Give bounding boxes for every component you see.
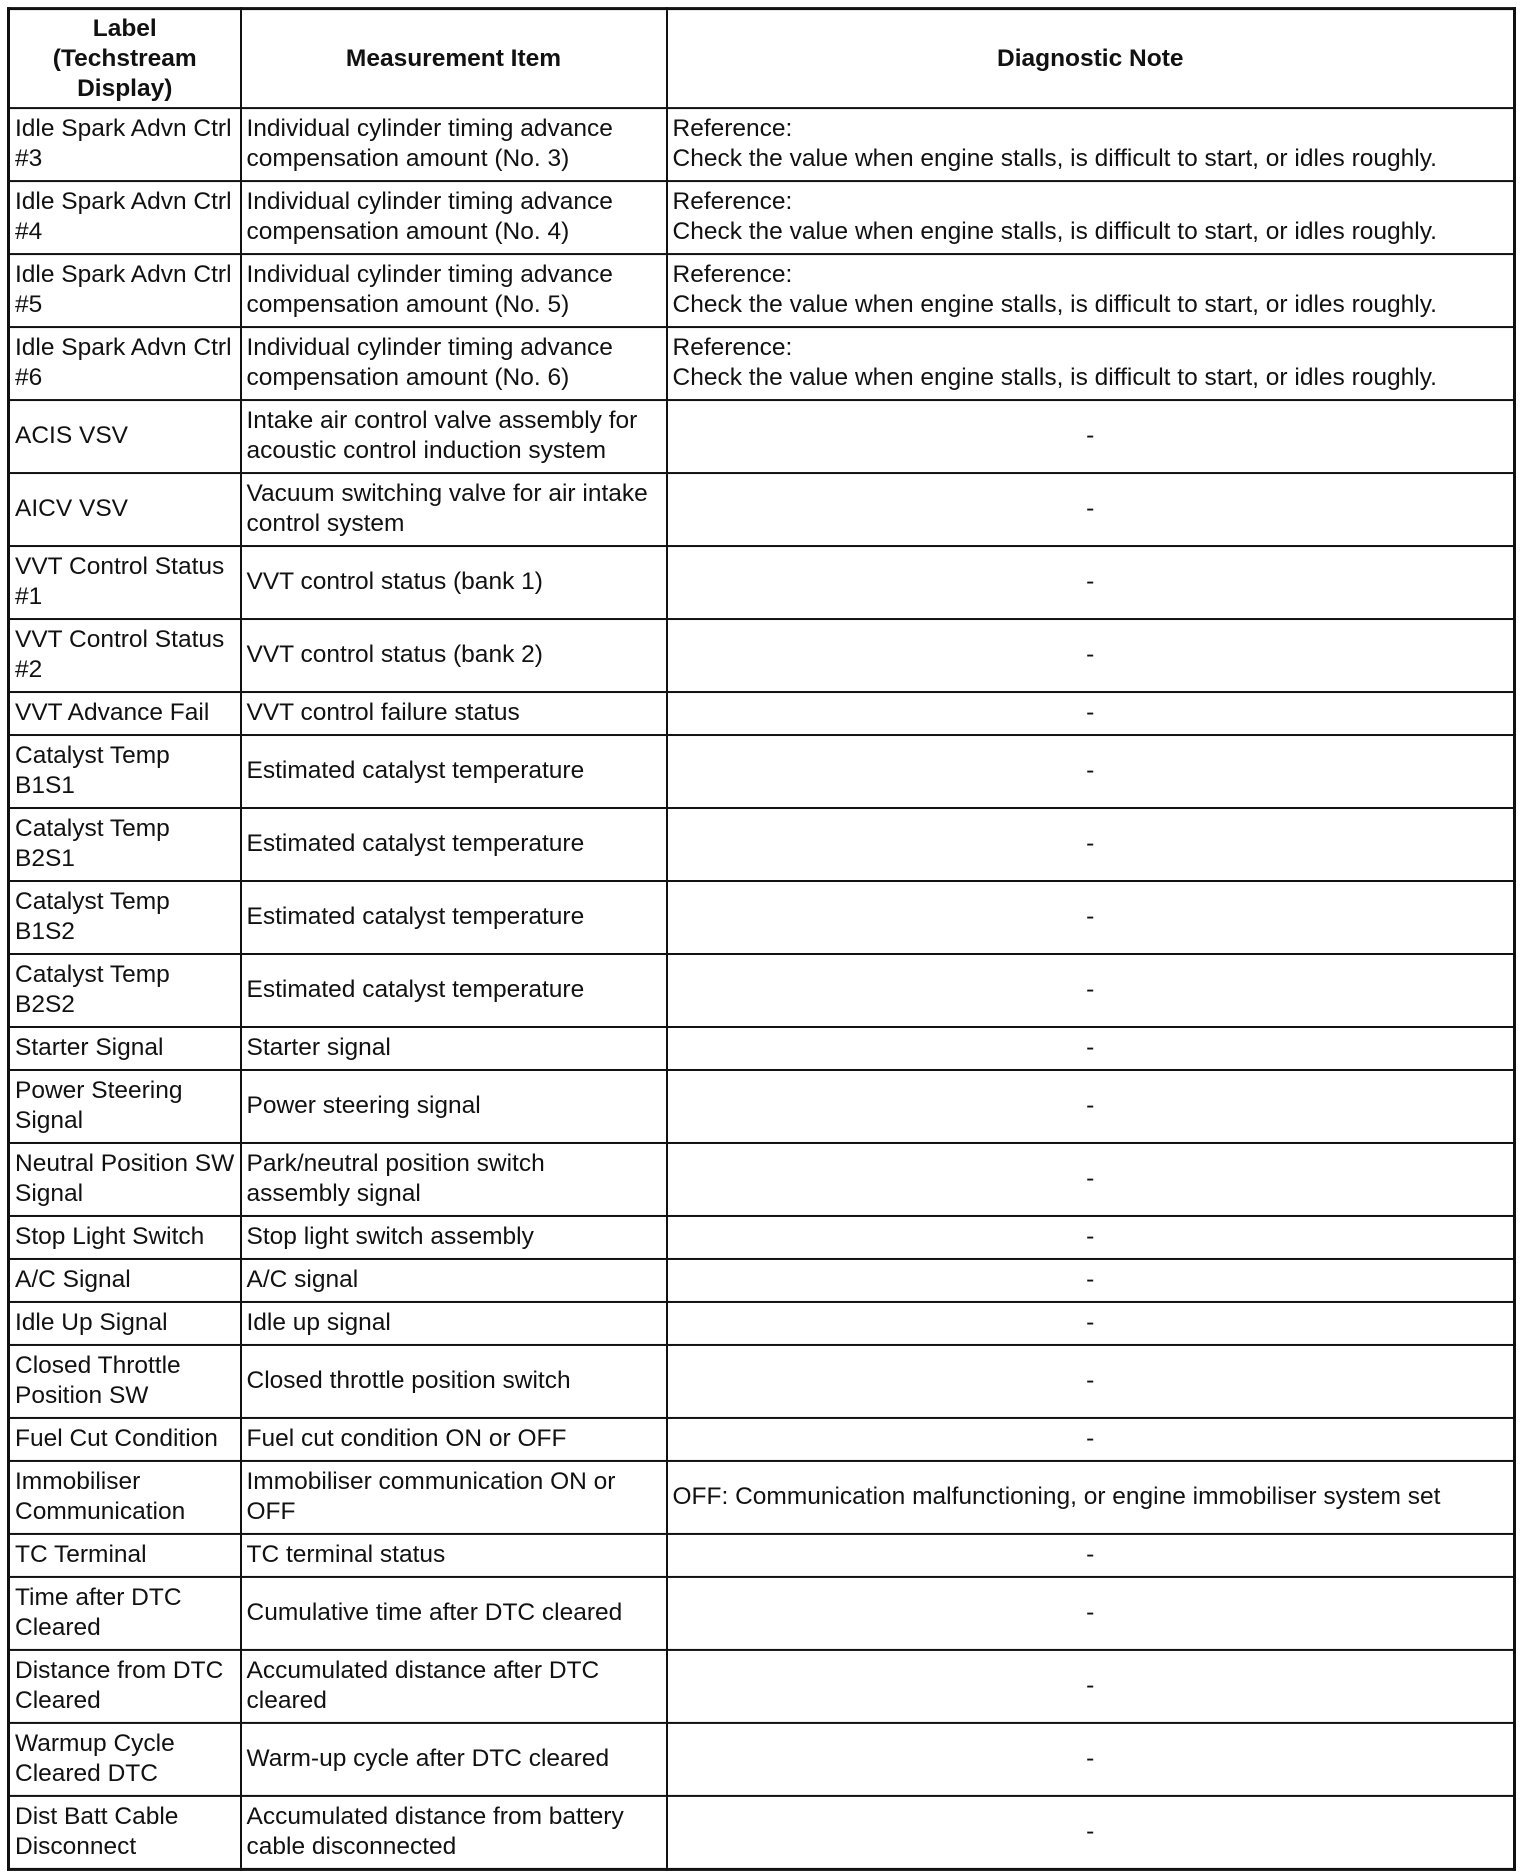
label-cell-line: VVT Control Status xyxy=(15,626,225,654)
label-cell-line: B2S1 xyxy=(15,845,75,873)
diagnostic-note-cell-line: - xyxy=(1086,757,1095,785)
measurement-item-cell-line: VVT control status (bank 2) xyxy=(246,641,543,669)
measurement-item-cell-line: VVT control status (bank 1) xyxy=(246,568,543,596)
measurement-item-cell xyxy=(241,1577,667,1650)
label-cell-line: #4 xyxy=(15,218,43,246)
measurement-item-cell-line: acoustic control induction system xyxy=(246,437,606,465)
diagnostic-note-cell-line: - xyxy=(1086,903,1095,931)
diagnostic-note-cell xyxy=(667,1796,1515,1869)
diagnostic-note-cell xyxy=(667,1534,1515,1577)
label-cell-line: #3 xyxy=(15,145,43,173)
measurement-item-cell-line: A/C signal xyxy=(246,1265,359,1293)
label-cell-line: Idle Spark Advn Ctrl xyxy=(15,188,232,216)
label-cell-line: B1S2 xyxy=(15,918,75,945)
measurement-item-cell xyxy=(241,1461,667,1534)
label-cell xyxy=(9,1345,241,1418)
label-cell-line: Stop Light Switch xyxy=(15,1222,205,1250)
measurement-item-cell-line: OFF xyxy=(246,1497,296,1525)
diagnostic-note-cell-line: - xyxy=(1086,422,1095,450)
table-row xyxy=(9,400,1515,473)
label-cell-line: Catalyst Temp xyxy=(15,815,170,843)
measurement-item-cell-line: Cumulative time after DTC cleared xyxy=(246,1598,623,1626)
diagnostic-note-cell xyxy=(667,1027,1515,1070)
table-row xyxy=(9,808,1515,881)
header-label xyxy=(9,9,241,108)
label-cell-line: B2S2 xyxy=(15,990,75,1018)
measurement-item-cell xyxy=(241,1796,667,1869)
measurement-item-cell-line: assembly signal xyxy=(246,1179,421,1207)
label-cell xyxy=(9,735,241,808)
table-row xyxy=(9,1650,1515,1723)
table-row xyxy=(9,254,1515,327)
diagnostic-note-cell-line: - xyxy=(1086,1308,1095,1336)
label-cell xyxy=(9,692,241,735)
label-cell-line: Cleared xyxy=(15,1686,101,1714)
measurement-item-cell-line: Immobiliser communication ON or xyxy=(246,1467,616,1495)
label-cell-line: Catalyst Temp xyxy=(15,742,170,770)
label-cell xyxy=(9,1302,241,1345)
table-row xyxy=(9,1216,1515,1259)
diagnostic-note-cell-line: Reference: xyxy=(672,188,793,216)
measurement-item-cell xyxy=(241,546,667,619)
table-row xyxy=(9,954,1515,1027)
measurement-item-cell xyxy=(241,692,667,735)
diagnostic-note-cell xyxy=(667,1723,1515,1796)
label-cell-line: Disconnect xyxy=(15,1832,137,1860)
diagnostic-note-cell xyxy=(667,1461,1515,1534)
label-cell xyxy=(9,327,241,400)
label-cell-line: Catalyst Temp xyxy=(15,960,170,988)
measurement-item-cell-line: control system xyxy=(246,510,405,538)
label-cell-line: Cleared DTC xyxy=(15,1759,158,1787)
diagnostic-note-cell-line: - xyxy=(1086,1424,1095,1452)
table-row xyxy=(9,1143,1515,1216)
measurement-item-cell xyxy=(241,1027,667,1070)
measurement-item-cell-line: Estimated catalyst temperature xyxy=(246,903,585,931)
label-cell-line: AICV VSV xyxy=(15,495,129,523)
label-cell-line: VVT Advance Fail xyxy=(15,699,210,727)
label-cell-line: TC Terminal xyxy=(15,1540,147,1568)
diagnostic-note-cell-line: - xyxy=(1086,1540,1095,1568)
label-cell-line: ACIS VSV xyxy=(15,422,129,450)
label-cell xyxy=(9,400,241,473)
table-row xyxy=(9,1577,1515,1650)
measurement-item-cell xyxy=(241,254,667,327)
header-label-line: Label xyxy=(92,14,157,42)
table-row xyxy=(9,692,1515,735)
label-cell-line: #5 xyxy=(15,291,43,319)
diagnostic-note-cell xyxy=(667,1143,1515,1216)
label-cell xyxy=(9,1723,241,1796)
measurement-item-cell-line: Closed throttle position switch xyxy=(246,1366,571,1394)
measurement-item-cell xyxy=(241,1345,667,1418)
table-row xyxy=(9,619,1515,692)
header-label-line: (Techstream xyxy=(52,44,197,72)
measurement-item-cell-line: compensation amount (No. 6) xyxy=(246,364,570,392)
diagnostic-note-cell xyxy=(667,181,1515,254)
measurement-item-cell-line: Estimated catalyst temperature xyxy=(246,975,585,1003)
label-cell xyxy=(9,473,241,546)
table-row xyxy=(9,1259,1515,1302)
table-row xyxy=(9,1345,1515,1418)
diagnostic-note-cell-line: Check the value when engine stalls, is difficult to start, or idles roughly. xyxy=(672,364,1437,392)
table-row xyxy=(9,1302,1515,1345)
label-cell-line: B1S1 xyxy=(15,772,75,800)
label-cell-line: Power Steering xyxy=(15,1076,183,1104)
label-cell-line: Catalyst Temp xyxy=(15,888,170,916)
label-cell-line: Idle Up Signal xyxy=(15,1308,168,1336)
table-row xyxy=(9,181,1515,254)
measurement-item-cell-line: Stop light switch assembly xyxy=(246,1222,534,1250)
label-cell-line: Idle Spark Advn Ctrl xyxy=(15,261,232,289)
diagnostic-note-cell-line: - xyxy=(1086,1366,1095,1394)
measurement-item-cell xyxy=(241,1723,667,1796)
label-cell-line: Closed Throttle xyxy=(15,1351,181,1379)
diagnostic-note-cell xyxy=(667,692,1515,735)
diagnostic-note-cell-line: Check the value when engine stalls, is difficult to start, or idles roughly. xyxy=(672,218,1437,246)
diagnostic-note-cell-line: - xyxy=(1086,1744,1095,1772)
label-cell-line: #2 xyxy=(15,656,43,684)
table-row xyxy=(9,1027,1515,1070)
diagnostic-note-cell xyxy=(667,473,1515,546)
label-cell-line: Idle Spark Advn Ctrl xyxy=(15,334,232,362)
diagnostic-note-cell xyxy=(667,1418,1515,1461)
diagnostic-note-cell-line: - xyxy=(1086,1817,1095,1845)
diagnostic-note-cell xyxy=(667,808,1515,881)
diagnostic-note-cell-line: - xyxy=(1086,641,1095,669)
label-cell xyxy=(9,1216,241,1259)
measurement-item-cell-line: Accumulated distance from battery xyxy=(246,1802,624,1830)
diagnostic-note-cell xyxy=(667,327,1515,400)
data-list-table xyxy=(7,7,1516,1871)
label-cell-line: Cleared xyxy=(15,1613,101,1641)
measurement-item-cell xyxy=(241,619,667,692)
label-cell-line: Signal xyxy=(15,1106,84,1134)
label-cell-line: Immobiliser xyxy=(15,1467,141,1495)
measurement-item-cell-line: Power steering signal xyxy=(246,1091,481,1119)
label-cell xyxy=(9,619,241,692)
measurement-item-cell xyxy=(241,473,667,546)
diagnostic-note-cell-line: - xyxy=(1086,1091,1095,1119)
label-cell xyxy=(9,1143,241,1216)
measurement-item-cell xyxy=(241,1650,667,1723)
label-cell-line: #6 xyxy=(15,364,43,392)
measurement-item-cell-line: Warm-up cycle after DTC cleared xyxy=(246,1744,610,1772)
diagnostic-note-cell-line: - xyxy=(1086,568,1095,596)
table-row xyxy=(9,735,1515,808)
diagnostic-note-cell-line: OFF: Communication malfunctioning, or engine immobiliser system set xyxy=(672,1482,1441,1510)
diagnostic-note-cell-line: Reference: xyxy=(672,261,793,289)
diagnostic-note-cell xyxy=(667,954,1515,1027)
table-row xyxy=(9,881,1515,954)
table-row xyxy=(9,473,1515,546)
label-cell xyxy=(9,1650,241,1723)
diagnostic-note-cell-line: Check the value when engine stalls, is difficult to start, or idles roughly. xyxy=(672,291,1437,319)
diagnostic-note-cell xyxy=(667,1577,1515,1650)
diagnostic-note-cell xyxy=(667,619,1515,692)
label-cell xyxy=(9,1070,241,1143)
label-cell xyxy=(9,881,241,954)
label-cell-line: Dist Batt Cable xyxy=(15,1802,179,1830)
measurement-item-cell xyxy=(241,1216,667,1259)
header-measurement-item: Measurement Item xyxy=(241,9,667,108)
diagnostic-note-cell xyxy=(667,735,1515,808)
label-cell-line: A/C Signal xyxy=(15,1265,131,1293)
measurement-item-cell xyxy=(241,1259,667,1302)
diagnostic-note-cell-line: - xyxy=(1086,1033,1095,1061)
diagnostic-note-cell-line: Check the value when engine stalls, is difficult to start, or idles roughly. xyxy=(672,145,1437,173)
table-row xyxy=(9,327,1515,400)
measurement-item-cell xyxy=(241,735,667,808)
label-cell-line: VVT Control Status xyxy=(15,553,225,581)
measurement-item-cell-line: compensation amount (No. 5) xyxy=(246,291,570,319)
measurement-item-cell xyxy=(241,808,667,881)
measurement-item-cell-line: VVT control failure status xyxy=(246,699,520,727)
label-cell xyxy=(9,808,241,881)
diagnostic-note-cell xyxy=(667,881,1515,954)
label-cell-line: #1 xyxy=(15,583,43,611)
diagnostic-note-cell-line: - xyxy=(1086,1222,1095,1250)
measurement-item-cell xyxy=(241,327,667,400)
diagnostic-note-cell xyxy=(667,546,1515,619)
label-cell xyxy=(9,1534,241,1577)
label-cell xyxy=(9,1259,241,1302)
measurement-item-cell-line: Park/neutral position switch xyxy=(246,1149,545,1177)
label-cell xyxy=(9,1418,241,1461)
diagnostic-note-cell-line: - xyxy=(1086,1598,1095,1626)
table-row xyxy=(9,1796,1515,1869)
measurement-item-cell-line: compensation amount (No. 4) xyxy=(246,218,570,246)
diagnostic-note-cell-line: - xyxy=(1086,975,1095,1003)
label-cell-line: Time after DTC xyxy=(15,1583,182,1611)
label-cell-line: Communication xyxy=(15,1497,186,1525)
measurement-item-cell xyxy=(241,1418,667,1461)
measurement-item-cell-line: Vacuum switching valve for air intake xyxy=(246,480,648,508)
measurement-item-cell xyxy=(241,1534,667,1577)
measurement-item-cell-line: Estimated catalyst temperature xyxy=(246,830,585,858)
measurement-item-cell xyxy=(241,1143,667,1216)
diagnostic-note-cell-line: - xyxy=(1086,1265,1095,1293)
diagnostic-note-cell xyxy=(667,108,1515,181)
label-cell-line: Fuel Cut Condition xyxy=(15,1424,218,1452)
measurement-item-cell xyxy=(241,881,667,954)
measurement-item-cell-line: Accumulated distance after DTC xyxy=(246,1656,600,1684)
table-row xyxy=(9,1723,1515,1796)
measurement-item-cell-line: TC terminal status xyxy=(246,1540,446,1568)
measurement-item-cell-line: Fuel cut condition ON or OFF xyxy=(246,1424,567,1452)
diagnostic-note-cell xyxy=(667,1216,1515,1259)
header-label-line: Display) xyxy=(77,74,173,102)
measurement-item-cell xyxy=(241,1302,667,1345)
label-cell xyxy=(9,1796,241,1869)
table-row xyxy=(9,1070,1515,1143)
table-row xyxy=(9,108,1515,181)
diagnostic-note-cell xyxy=(667,1345,1515,1418)
diagnostic-note-cell-line: Reference: xyxy=(672,115,793,143)
label-cell xyxy=(9,108,241,181)
measurement-item-cell-line: Estimated catalyst temperature xyxy=(246,757,585,785)
diagnostic-note-cell xyxy=(667,1302,1515,1345)
diagnostic-note-cell xyxy=(667,254,1515,327)
table-row xyxy=(9,1418,1515,1461)
diagnostic-note-cell xyxy=(667,400,1515,473)
diagnostic-note-cell-line: - xyxy=(1086,495,1095,523)
diagnostic-note-cell-line: - xyxy=(1086,1671,1095,1699)
measurement-item-cell-line: Individual cylinder timing advance xyxy=(246,334,613,362)
measurement-item-cell xyxy=(241,1070,667,1143)
label-cell-line: Neutral Position SW xyxy=(15,1149,235,1177)
measurement-item-cell-line: Individual cylinder timing advance xyxy=(246,115,613,143)
label-cell xyxy=(9,1461,241,1534)
diagnostic-note-cell-line: - xyxy=(1086,699,1095,727)
header-diagnostic-note: Diagnostic Note xyxy=(667,9,1515,108)
label-cell-line: Idle Spark Advn Ctrl xyxy=(15,115,232,143)
measurement-item-cell-line: Individual cylinder timing advance xyxy=(246,261,613,289)
measurement-item-cell-line: cleared xyxy=(246,1686,327,1714)
diagnostic-note-cell xyxy=(667,1259,1515,1302)
diagnostic-note-cell xyxy=(667,1650,1515,1723)
measurement-item-cell xyxy=(241,181,667,254)
table-row xyxy=(9,546,1515,619)
measurement-item-cell xyxy=(241,108,667,181)
measurement-item-cell-line: Individual cylinder timing advance xyxy=(246,188,613,216)
table-row xyxy=(9,1534,1515,1577)
diagnostic-note-cell-line: Reference: xyxy=(672,334,793,362)
diagnostic-note-cell-line: - xyxy=(1086,1164,1095,1192)
label-cell-line: Distance from DTC xyxy=(15,1656,224,1684)
header-row xyxy=(9,9,1515,108)
table-row xyxy=(9,1461,1515,1534)
label-cell xyxy=(9,254,241,327)
label-cell xyxy=(9,181,241,254)
diagnostic-note-cell xyxy=(667,1070,1515,1143)
measurement-item-cell-line: Starter signal xyxy=(246,1033,391,1061)
label-cell xyxy=(9,954,241,1027)
measurement-item-cell-line: Intake air control valve assembly for xyxy=(246,407,638,435)
measurement-item-cell xyxy=(241,400,667,473)
label-cell-line: Signal xyxy=(15,1179,84,1207)
measurement-item-cell xyxy=(241,954,667,1027)
label-cell xyxy=(9,1027,241,1070)
label-cell xyxy=(9,1577,241,1650)
data-list-sheet xyxy=(7,7,1513,1871)
measurement-item-cell-line: Idle up signal xyxy=(246,1308,391,1336)
table-body xyxy=(9,108,1515,1869)
label-cell xyxy=(9,546,241,619)
measurement-item-cell-line: cable disconnected xyxy=(246,1832,457,1860)
measurement-item-cell-line: compensation amount (No. 3) xyxy=(246,145,570,173)
label-cell-line: Starter Signal xyxy=(15,1033,164,1061)
label-cell-line: Position SW xyxy=(15,1381,149,1409)
label-cell-line: Warmup Cycle xyxy=(15,1729,175,1757)
diagnostic-note-cell-line: - xyxy=(1086,830,1095,858)
